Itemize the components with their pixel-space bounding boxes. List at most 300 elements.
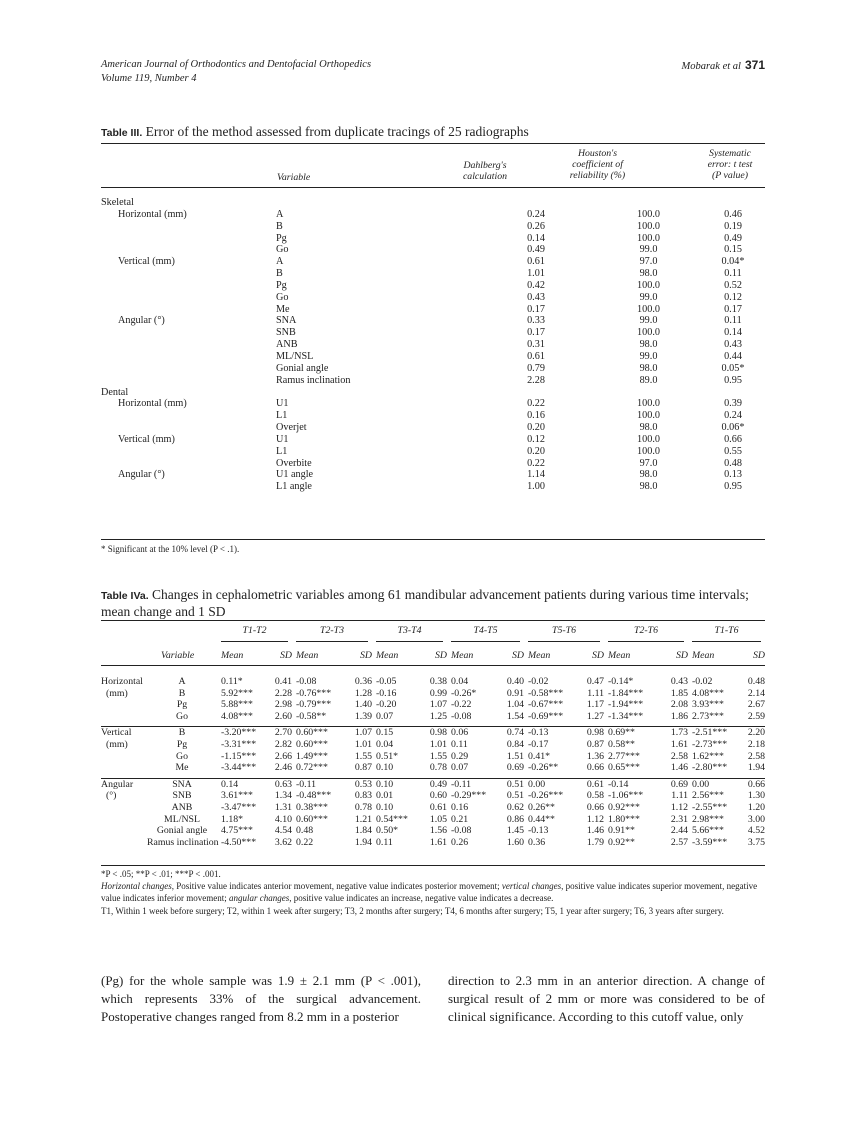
table4-row (101, 751, 765, 763)
table4-mean: 0.11* (221, 676, 243, 687)
table4-caption (101, 587, 765, 619)
table4-sd: 2.20 (747, 727, 765, 739)
table3-head-variable: Variable (277, 172, 311, 183)
table4-head-sd: SD (753, 650, 765, 661)
table4-mean: 0.00 (528, 778, 546, 790)
table3-variable: B (276, 220, 283, 232)
table4-footnotes (101, 868, 765, 917)
table4-sd: 1.55 (354, 750, 372, 762)
table4-head-mean: Mean (608, 650, 631, 661)
table3-category (101, 280, 276, 292)
table3-pvalue: 0.15 (724, 244, 742, 256)
table3-houston: 99.0 (639, 350, 658, 362)
table4-head-mean: Mean (296, 650, 319, 661)
table4-row (101, 814, 765, 826)
table4-sd: 1.61 (670, 738, 688, 750)
table4-interval-rule (376, 641, 443, 642)
table4-mean: 1.80*** (608, 813, 640, 825)
table4-mean: 0.60*** (296, 727, 328, 739)
table4-sd: 2.58 (747, 750, 765, 762)
table4-mean: 0.04 (451, 676, 469, 687)
table4-sd: 0.51 (506, 790, 524, 802)
table4-head-variable: Variable (161, 650, 195, 661)
table3-pvalue: 0.11 (724, 315, 742, 327)
table3-houston: 99.0 (639, 291, 658, 303)
table4-sd: 0.66 (747, 778, 765, 790)
table4-group-label (101, 751, 147, 763)
table4-mean: -0.76*** (296, 687, 332, 699)
table4-sd: 0.86 (506, 813, 524, 825)
table3-houston: 100.0 (637, 410, 660, 422)
table3-pvalue: 0.49 (724, 232, 742, 244)
table3-variable: Overjet (276, 422, 307, 434)
table4-head-sd: SD (360, 650, 372, 661)
table4-group-label (101, 699, 147, 711)
table4-mean: -1.84*** (608, 687, 644, 699)
table4-group-label: (mm) (106, 687, 128, 699)
table4-sd: 2.59 (747, 710, 765, 722)
table3-dahlberg: 0.31 (527, 339, 545, 351)
table3-row (101, 434, 765, 446)
table3-pvalue: 0.12 (724, 291, 742, 303)
table4-sd: 1.01 (429, 738, 447, 750)
table4-sd: 0.83 (354, 790, 372, 802)
table3-dahlberg: 0.12 (527, 433, 545, 445)
table4-mean: -2.51*** (692, 727, 728, 739)
table4-mean: -0.08 (296, 676, 317, 687)
table4-row (101, 739, 765, 751)
table4-sd: 1.12 (586, 813, 604, 825)
header-right (681, 58, 765, 74)
table4-sd: 3.62 (274, 836, 292, 848)
table3-dahlberg: 0.42 (527, 279, 545, 291)
table4-group-label (101, 814, 147, 826)
table3-dahlberg: 0.16 (527, 410, 545, 422)
table3-category (101, 363, 276, 375)
table4-sd: 2.70 (274, 727, 292, 739)
table4-mean: -0.26* (451, 687, 477, 699)
table4-sd: 0.62 (506, 801, 524, 813)
table3-houston (596, 197, 701, 209)
table4-sd: 1.17 (586, 699, 604, 711)
table3-row (101, 280, 765, 292)
table4-sd: 1.11 (671, 790, 688, 802)
table4 (101, 676, 765, 848)
table4-interval-t1-t2: T1-T2 (242, 625, 267, 636)
table4-sd: 1.85 (670, 687, 688, 699)
table3-pvalue: 0.14 (724, 327, 742, 339)
table4-sd: 1.94 (354, 836, 372, 848)
table4-mean: -2.80*** (692, 762, 728, 774)
table3-category: Horizontal (mm) (118, 398, 187, 410)
table4-mean: 3.93*** (692, 699, 724, 711)
table4-mean: -1.06*** (608, 790, 644, 802)
table3-variable: U1 (276, 398, 289, 410)
table4-bottom-rule (101, 865, 765, 866)
table4-sd: 1.73 (670, 727, 688, 739)
table3-dahlberg: 0.17 (527, 327, 545, 339)
table3-variable: Pg (276, 279, 287, 291)
table3-pvalue: 0.05* (721, 362, 745, 374)
table4-sd: 2.57 (670, 836, 688, 848)
table4-mean: 1.49*** (296, 750, 328, 762)
table4-sd: 2.31 (670, 813, 688, 825)
table4-variable: B (178, 727, 186, 739)
table4-mean: 0.38*** (296, 801, 328, 813)
table4-row (101, 676, 765, 688)
table4-mean: 4.08*** (221, 710, 253, 722)
table4-mean: 0.00 (692, 778, 710, 790)
table4-head-mean: Mean (692, 650, 715, 661)
table4-mean: 0.92*** (608, 801, 640, 813)
table4-interval-rule (296, 641, 368, 642)
table4-mean: -0.58** (296, 710, 327, 722)
table4-sd: 1.86 (670, 710, 688, 722)
table4-mean: -3.59*** (692, 836, 728, 848)
table4-sd: 1.51 (506, 750, 524, 762)
table4-sd: 2.46 (274, 762, 292, 774)
table3-top-rule (101, 143, 765, 144)
table3 (101, 197, 765, 493)
table3-dahlberg: 0.26 (527, 220, 545, 232)
table4-row (101, 699, 765, 711)
table3-houston: 100.0 (637, 327, 660, 339)
table3-head-dahlberg: Dahlberg's calculation (462, 160, 508, 182)
table3-variable: SNA (276, 315, 297, 327)
table3-houston: 100.0 (637, 232, 660, 244)
table4-sd: 1.11 (587, 687, 604, 699)
table4-mean: 0.60*** (296, 738, 328, 750)
table4-head-mean: Mean (528, 650, 551, 661)
table4-mean: 0.10 (376, 778, 394, 790)
table4-mean: 0.44** (528, 813, 555, 825)
table4-mean: -0.13 (528, 825, 549, 837)
table4-sd: 2.28 (274, 687, 292, 699)
table3-pvalue: 0.46 (724, 208, 742, 220)
table3-houston: 89.0 (639, 374, 658, 386)
table3-caption (101, 124, 765, 141)
table3-variable: Overbite (276, 457, 312, 469)
table3-dahlberg: 1.14 (527, 469, 545, 481)
table4-sd: 0.78 (429, 762, 447, 774)
table3-category: Horizontal (mm) (118, 208, 187, 220)
table3-label: Table III. (101, 127, 143, 139)
table4-group-label: Vertical (101, 727, 132, 739)
table4-variable: SNB (172, 790, 192, 802)
table4-sd: 1.54 (506, 710, 524, 722)
table4-mean: 0.41* (528, 750, 551, 762)
table4-sd: 2.66 (274, 750, 292, 762)
table3-variable: Go (276, 244, 289, 256)
table4-mean: 0.51* (376, 750, 399, 762)
table4-mean: -2.55*** (692, 801, 728, 813)
table4-sd: 0.98 (586, 727, 604, 739)
table3-row (101, 315, 765, 327)
table4-variable: SNA (172, 778, 192, 790)
table4-head-sd: SD (435, 650, 447, 661)
table3-row (101, 422, 765, 434)
table4-group-label (101, 762, 147, 774)
table4-mean: 0.11 (376, 836, 393, 848)
table3-category: Vertical (mm) (118, 256, 175, 268)
table4-sd: 1.01 (354, 738, 372, 750)
table4-mean: 2.56*** (692, 790, 724, 802)
table4-sd: 0.43 (670, 676, 688, 687)
table3-row (101, 446, 765, 458)
table4-sd: 1.79 (586, 836, 604, 848)
table4-sd: 4.54 (274, 825, 292, 837)
table4-interval-rule (451, 641, 520, 642)
table4-group-label: Angular (101, 778, 134, 790)
table4-mean: 0.11 (451, 738, 468, 750)
table3-houston: 99.0 (639, 244, 658, 256)
table4-sd: 0.51 (506, 778, 524, 790)
table3-row (101, 304, 765, 316)
table3-pvalue: 0.39 (724, 398, 742, 410)
table4-mean: -3.20*** (221, 727, 257, 739)
table3-variable (276, 387, 476, 399)
table4-sd: 1.61 (429, 836, 447, 848)
table3-variable: Pg (276, 232, 287, 244)
table4-variable: B (178, 687, 186, 699)
table3-category (101, 410, 276, 422)
table4-sd: 0.60 (429, 790, 447, 802)
table3-variable: SNB (276, 327, 296, 339)
table3-category (101, 339, 276, 351)
table4-interval-t1-t6: T1-T6 (714, 625, 739, 636)
table4-mean: 0.07 (451, 762, 469, 774)
table4-mean: -0.16 (376, 687, 397, 699)
table4-variable: Pg (176, 738, 188, 750)
table4-mean: 0.54*** (376, 813, 408, 825)
table4-mean: -0.11 (451, 778, 472, 790)
table3-variable: A (276, 256, 284, 268)
journal-volume: Volume 119, Number 4 (101, 73, 197, 84)
table4-mean: 0.92** (608, 836, 635, 848)
table4-mean: 4.75*** (221, 825, 253, 837)
table4-sd: 2.58 (670, 750, 688, 762)
author-line: Mobarak et al (681, 61, 741, 72)
table3-category: Angular (°) (118, 315, 165, 327)
table4-sd: 1.12 (670, 801, 688, 813)
table3-category (101, 458, 276, 470)
table4-sd: 1.21 (354, 813, 372, 825)
table4-sd: 1.31 (274, 801, 292, 813)
table4-mean: 5.92*** (221, 687, 253, 699)
table3-row (101, 469, 765, 481)
table4-sd: 0.69 (670, 778, 688, 790)
table3-dahlberg: 1.00 (527, 481, 545, 493)
table4-footnote-timepoints: T1, Within 1 week before surgery; T2, within 1 week after surgery; T3, 2 months after surgery; T4, 6 months after surgery; T5, 1 year after surgery; T6, 3 years after surgery. (101, 905, 724, 916)
table4-mean: 0.36 (528, 836, 546, 848)
table4-sd: 1.30 (747, 790, 765, 802)
table4-mean: 0.69** (608, 727, 635, 739)
table4-variable: Me (175, 762, 189, 774)
table4-interval-rule (608, 641, 684, 642)
table3-dahlberg: 0.20 (527, 445, 545, 457)
table3-houston: 100.0 (637, 208, 660, 220)
table3-variable: U1 (276, 433, 289, 445)
journal-name: American Journal of Orthodontics and Dentofacial Orthopedics (101, 59, 372, 70)
table3-houston: 100.0 (637, 433, 660, 445)
table3-row (101, 256, 765, 268)
table4-sd: 3.00 (747, 813, 765, 825)
table3-category: Angular (°) (118, 469, 165, 481)
table4-group-label (101, 837, 147, 849)
table4-sd: 2.82 (274, 738, 292, 750)
table4-mean: -0.08 (451, 710, 472, 722)
table4-sd: 0.40 (506, 676, 524, 687)
table4-interval-t2-t3: T2-T3 (320, 625, 344, 636)
table4-row (101, 802, 765, 814)
table4-sd: 1.84 (354, 825, 372, 837)
table4-variable: Gonial angle (156, 825, 208, 837)
table4-row (101, 790, 765, 802)
table4-sd: 2.44 (670, 825, 688, 837)
table3-row (101, 292, 765, 304)
table4-mean: 0.04 (376, 738, 394, 750)
table3-category (101, 375, 276, 387)
table3-category: Dental (101, 386, 129, 398)
table4-sd: 1.05 (429, 813, 447, 825)
table3-houston: 97.0 (639, 457, 658, 469)
table3-houston: 98.0 (639, 422, 658, 434)
table4-head-sd: SD (592, 650, 604, 661)
table3-category (101, 351, 276, 363)
table4-sd: 0.74 (506, 727, 524, 739)
table4-mean: -3.31*** (221, 738, 257, 750)
table3-category (101, 221, 276, 233)
table4-row (101, 688, 765, 700)
table4-sd: 1.46 (586, 825, 604, 837)
table3-pvalue: 0.11 (724, 268, 742, 280)
table4-mean: -0.20 (376, 699, 397, 711)
table4-sd: 0.38 (429, 676, 447, 687)
table4-sd: 0.49 (429, 778, 447, 790)
table4-interval-t5-t6: T5-T6 (552, 625, 576, 636)
table4-mean: -1.94*** (608, 699, 644, 711)
table3-variable: Ramus inclination (276, 374, 351, 386)
table4-sd: 1.20 (747, 801, 765, 813)
table3-houston: 98.0 (639, 481, 658, 493)
table3-houston: 100.0 (637, 398, 660, 410)
table3-row (101, 327, 765, 339)
table3-pvalue: 0.55 (724, 445, 742, 457)
table3-houston: 98.0 (639, 339, 658, 351)
table4-sd: 0.91 (506, 687, 524, 699)
table3-dahlberg: 0.61 (527, 256, 545, 268)
table3-pvalue: 0.52 (724, 279, 742, 291)
table3-category (101, 304, 276, 316)
table4-interval-t4-t5: T4-T5 (473, 625, 498, 636)
table3-dahlberg (476, 387, 596, 399)
table3-pvalue: 0.24 (724, 410, 742, 422)
table3-head-houston: Houston's coefficient of reliability (%) (569, 148, 626, 181)
table3-variable: L1 angle (276, 481, 312, 493)
table4-mean: -0.26*** (528, 790, 564, 802)
table4-footnote-significance: *P < .05; **P < .01; ***P < .001. (101, 869, 221, 879)
table3-variable: Go (276, 291, 289, 303)
table4-sd: 1.40 (354, 699, 372, 711)
table4-mean: 0.22 (296, 836, 314, 848)
table4-sd: 0.48 (747, 676, 765, 687)
table4-footnote-directions: Horizontal changes, Positive value indicates anterior movement, negative value indicates posterior movement; vertical changes, positive value indicates superior movement, negative value indicates inferior movement; angular changes, positive value indicates an increase, negative value indicates a decrease. (101, 881, 758, 904)
table4-mean: 0.60*** (296, 813, 328, 825)
table3-dahlberg: 0.17 (527, 303, 545, 315)
table3-category (101, 233, 276, 245)
table4-sd: 1.07 (429, 699, 447, 711)
table4-sd: 1.27 (586, 710, 604, 722)
table4-mean: -3.47*** (221, 801, 257, 813)
table4-mean: 2.77*** (608, 750, 640, 762)
table3-category (101, 422, 276, 434)
table4-title: Changes in cephalometric variables among 61 mandibular advancement patients during various time intervals; mean change and 1 SD (101, 587, 749, 619)
table3-houston: 100.0 (637, 279, 660, 291)
table4-mean: -0.17 (528, 738, 549, 750)
table4-sd: 0.66 (586, 762, 604, 774)
table4-mean: -0.22 (451, 699, 472, 711)
table4-sd: 2.98 (274, 699, 292, 711)
table3-category (101, 327, 276, 339)
table4-sd: 0.66 (586, 801, 604, 813)
table3-dahlberg: 0.79 (527, 362, 545, 374)
table3-category (101, 268, 276, 280)
table4-head-mean: Mean (451, 650, 474, 661)
page-number: 371 (744, 58, 765, 72)
table4-mean: -0.02 (528, 676, 549, 687)
table3-category (101, 292, 276, 304)
table4-row (101, 762, 765, 774)
table4-mean: -0.58*** (528, 687, 564, 699)
table3-houston: 98.0 (639, 469, 658, 481)
table4-sd: 0.87 (354, 762, 372, 774)
table3-row (101, 458, 765, 470)
table4-mean: 0.65*** (608, 762, 640, 774)
table4-sd: 0.69 (506, 762, 524, 774)
table4-variable: ANB (171, 801, 193, 813)
table3-category (101, 446, 276, 458)
table3-dahlberg: 0.24 (527, 208, 545, 220)
table4-interval-rule (528, 641, 600, 642)
table3-row (101, 481, 765, 493)
table3-pvalue: 0.17 (724, 303, 742, 315)
table3-pvalue: 0.04* (721, 256, 745, 268)
table4-sd: 3.75 (747, 836, 765, 848)
table3-row (101, 387, 765, 399)
table3-dahlberg: 0.61 (527, 350, 545, 362)
table4-mean: 2.98*** (692, 813, 724, 825)
table3-variable: L1 (276, 445, 288, 457)
table3-dahlberg: 0.49 (527, 244, 545, 256)
table4-variable: A (178, 676, 186, 687)
table4-sd: 1.04 (506, 699, 524, 711)
table4-mean: 5.88*** (221, 699, 253, 711)
table3-variable: L1 (276, 410, 288, 422)
table4-mean: -0.48*** (296, 790, 332, 802)
table3-category: Skeletal (101, 197, 134, 208)
table3-dahlberg: 2.28 (527, 374, 545, 386)
table3-houston: 97.0 (639, 256, 658, 268)
table4-mean: 0.58** (608, 738, 635, 750)
table4-sd: 0.61 (429, 801, 447, 813)
table4-mean: 1.18* (221, 813, 244, 825)
table3-row (101, 398, 765, 410)
table4-sd: 1.25 (429, 710, 447, 722)
running-header (101, 58, 765, 86)
table4-mean: -1.15*** (221, 750, 257, 762)
table4-mean: 1.62*** (692, 750, 724, 762)
table4-sd: 0.87 (586, 738, 604, 750)
